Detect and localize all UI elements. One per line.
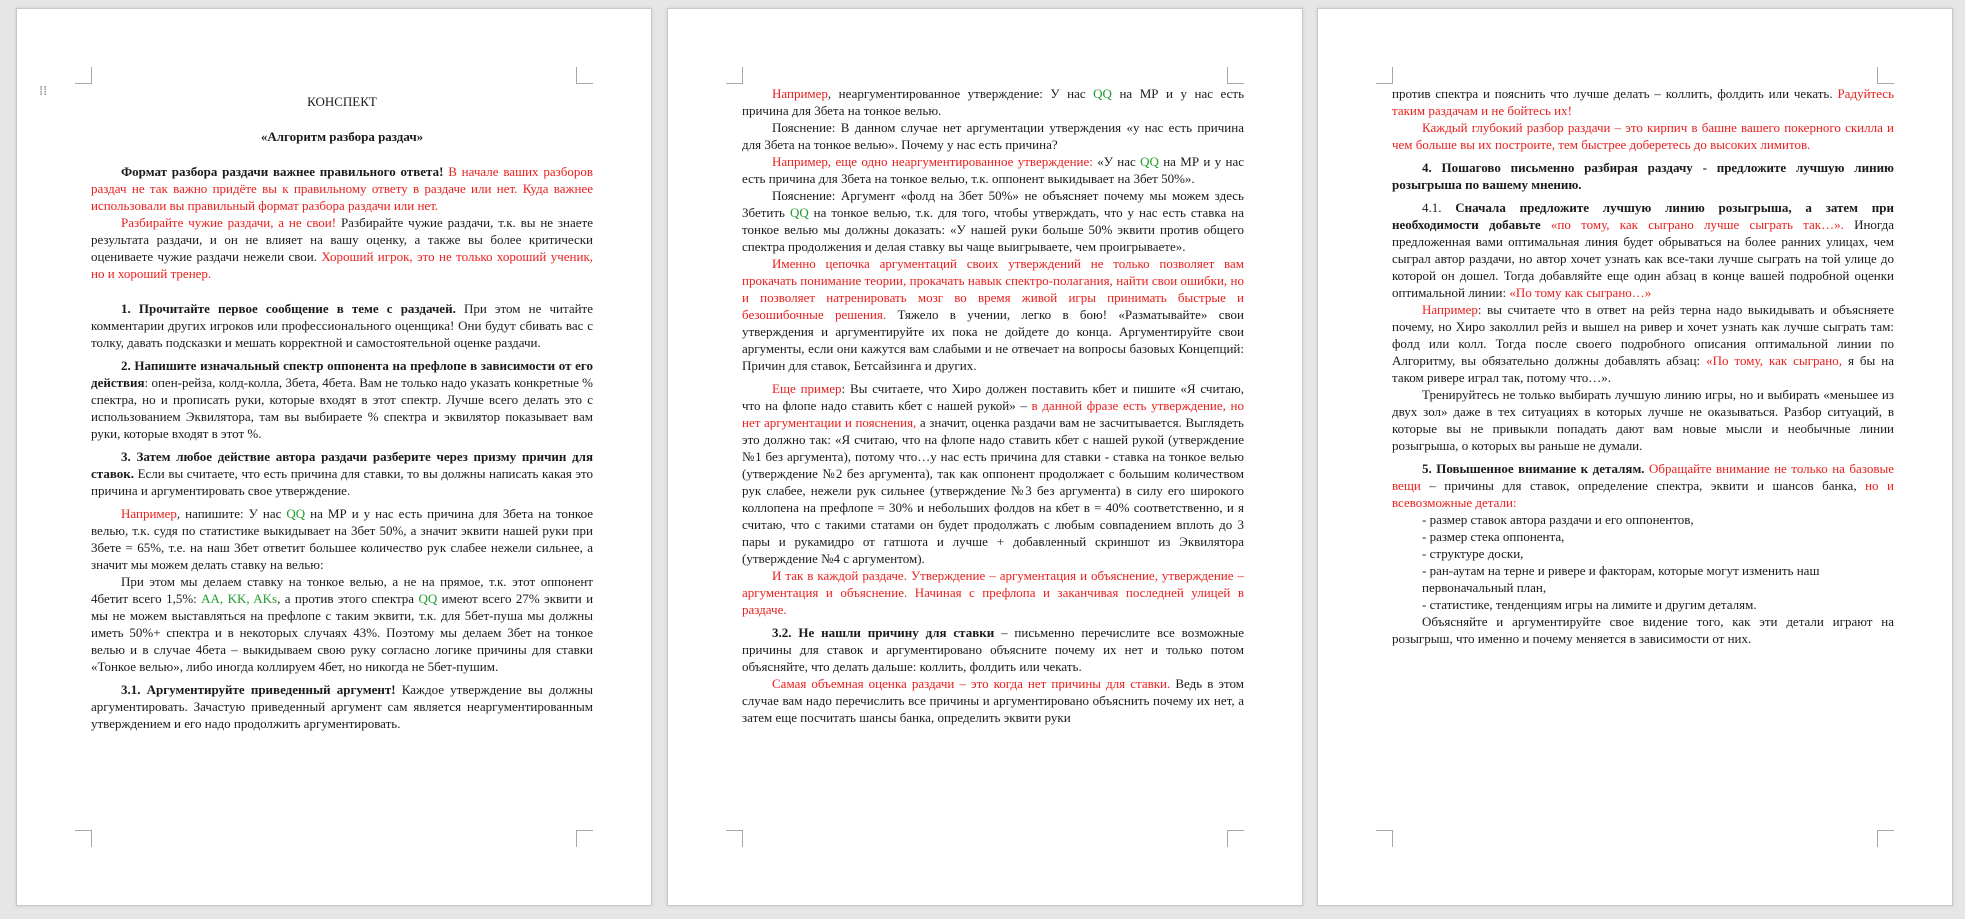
section-4: 4. Пошагово письменно разбирая раздачу - предложите лучшую линию розыгрыша по вашему мнению. — [1392, 160, 1894, 192]
section-2: 2. Напишите изначальный спектр оппонента на префлопе в зависимости от его действия: опен-рейза, колд-колла, 3бета, 4бета. Вам не только надо указать конкретные % спектра, но и прописать руки, которые входят в этот спектр. Лучше всего делать это с использованием Эквилятора, там вы выбираете % спектра и эквилятор показывает вам руки, которые входят в этот %. — [91, 358, 593, 441]
document-page-1 — [16, 8, 652, 906]
paragraph: Формат разбора раздачи важнее правильного ответа! В начале ваших разборов раздач не так важно придёте вы к правильному ответу в раздаче или нет. Куда важнее использовали вы правильный формат разбора раздачи или нет. — [91, 164, 593, 213]
paragraph: Тренируйтесь не только выбирать лучшую линию игры, но и выбирать «меньшее из двух зол» даже в тех ситуациях в которых лучше не оказываться. Разбор ситуаций, в которые вы не привыкли попадать дают вам новые мысли и необычные линии розыгрыша, о которых вы раньше не думали. — [1392, 387, 1894, 453]
example-paragraph: Еще пример: Вы считаете, что Хиро должен поставить кбет и пишите «Я считаю, что на флопе надо ставить кбет с нашей рукой» – в данной фразе есть утверждение, но нет аргументации и пояснения, а значит, оценка раздачи вам не засчитывается. Выглядеть это должно так: «Я считаю, что на флопе надо ставить кбет с нашей рукой (утверждение №1 без аргумента), потому что…у нас есть причина для ставки - ставка на тонкое велью (утверждение №2 без аргумента), так как оппонент продолжает с большим количеством рук слабее, нежели рук сильнее (утверждение №3 без аргумента) в силу его широкого коллопена на префлопе = 30% и небольших фолдов на кбет в = 40% соответственно, и я считаю, что с такими статами он будет продолжать с любым совпадением вплоть до 3 пары и рукамидро от гатшота и лучше + добавленный скриншот из Эквилятора (утверждение №4 с аргументом). — [742, 381, 1244, 566]
margin-corner-mark — [726, 67, 743, 84]
list-item: - размер ставок автора раздачи и его оппонентов, — [1422, 512, 1694, 527]
margin-corner-mark — [75, 830, 92, 847]
paragraph: Самая объемная оценка раздачи – это когда нет причины для ставки. Ведь в этом случае вам надо перечислить все причины и аргументировано объяснить почему их нет, а затем еще посчитать шансы банка, определить эквити руки — [742, 676, 1244, 725]
section-3-2: 3.2. Не нашли причину для ставки – письменно перечислите все возможные причины для ставок и аргументировано объясните почему их нет и только потом объясняйте, что делать дальше: коллить, фолдить или чекать. — [742, 625, 1244, 674]
margin-corner-mark — [75, 67, 92, 84]
paragraph: Именно цепочка аргументаций своих утверждений не только позволяет вам прокачать понимание теории, прокачать навык спектро-полагания, найти свои ошибки, но и позволяет натренировать мозг во время живой игры принимать быстрые и безошибочные решения. Тяжело в учении, легко в бою! «Разматывайте» свои утверждения и аргументируйте их пока не дойдете до конца. Аргументируйте свои аргументы, если они кажутся вам слабыми и не отвечает на вопросы базовых Концепций: Причин для ставок, Бетсайзинга и других. — [742, 256, 1244, 373]
list-item: - статистике, тенденциям игры на лимите и другим деталям. — [1422, 597, 1757, 612]
section-3-1: 3.1. Аргументируйте приведенный аргумент! Каждое утверждение вы должны аргументировать. Зачастую приведенный аргумент сам является неаргументированным утверждением и его надо продолжить аргументировать. — [91, 682, 593, 731]
margin-corner-mark — [1227, 830, 1244, 847]
list-item: - размер стека оппонента, — [1422, 529, 1565, 544]
section-4-1: 4.1. Сначала предложите лучшую линию розыгрыша, а затем при необходимости добавьте «по тому, как сыграно лучше сыграть так…». Иногда предложенная вами оптимальная линия будет обрываться на более ранних улицах, чем сыграл автор раздачи, но автор хочет узнать как все-таки лучше сыграть на той улице до которой он дошел. Тогда добавляйте еще один абзац в конце вашей подробной оценки оптимальной линии: «По тому как сыграно…» — [1392, 200, 1894, 300]
paragraph: против спектра и пояснить что лучше делать – коллить, фолдить или чекать. Радуйтесь таким раздачам и не бойтесь их! — [1392, 86, 1894, 118]
margin-corner-mark — [576, 67, 593, 84]
example-paragraph: Например, еще одно неаргументированное утверждение: «У нас QQ на МР и у нас есть причина для 3бета на тонкое велью, т.к. оппонент выкидывает на 3бет 50%». — [742, 154, 1244, 186]
list-item: - ран-аутам на терне и ривере и факторам, которые могут изменить наш первоначальный план, — [1422, 563, 1820, 595]
paragraph: Разбирайте чужие раздачи, а не свои! Разбирайте чужие раздачи, т.к. вы не знаете результата раздачи, и он не влияет на вашу оценку, а также вы более критически оцениваете чужие раздачи нежели свои. Хороший игрок, это не только хороший ученик, но и хороший тренер. — [91, 215, 594, 281]
move-handle-icon[interactable]: ⁞⁞ — [39, 84, 48, 99]
section-1: 1. Прочитайте первое сообщение в теме с раздачей. При этом не читайте комментарии других игроков или профессионального оценщика! Они будут сбивать вас с толку, давать подсказки и мешать корректной и самостоятельной оценке раздачи. — [91, 301, 593, 350]
margin-corner-mark — [1376, 830, 1393, 847]
margin-corner-mark — [576, 830, 593, 847]
paragraph: При этом мы делаем ставку на тонкое велью, а не на прямое, т.к. этот оппонент 4бетит всего 1,5%: AA, KK, AKs, а против этого спектра QQ имеют всего 27% эквити и мы не можем выставляться на префлопе с таким эквити, т.к. для 5бет-пуша мы должны иметь 50%+ спектра и в некоторых случаях 43%. Поэтому мы делаем 3бет на тонкое велью и в случае 4бета – выкидываем свою руку согласно логике причины для ставки «Тонкое велью», либо иногда коллируем 4бет, но никогда не 5бет-пушим. — [91, 574, 594, 674]
page-2-text — [742, 85, 1244, 726]
margin-corner-mark — [1877, 830, 1894, 847]
margin-corner-mark — [726, 830, 743, 847]
example-paragraph: Например, неаргументированное утверждение: У нас QQ на МР и у нас есть причина для 3бета на тонкое велью. — [742, 86, 1244, 118]
paragraph: Пояснение: В данном случае нет аргументации утверждения «у нас есть причина для 3бета на тонкое велью». Почему у нас есть причина? — [742, 120, 1244, 152]
document-page-2 — [667, 8, 1303, 906]
paragraph: Пояснение: Аргумент «фолд на 3бет 50%» не объясняет почему мы можем здесь 3бетить QQ на тонкое велью, т.к. для того, чтобы утверждать, что у нас есть ставка на тонкое велью мы должны доказать: «У нашей руки больше 50% эквити против общего спектра продолжения и делая ставку вы чаще выигрываете, чем проигрываете». — [742, 188, 1245, 254]
document-page-3 — [1317, 8, 1953, 906]
section-3: 3. Затем любое действие автора раздачи разберите через призму причин для ставок. Если вы считаете, что есть причина для ставки, то вы должны написать какая это причина и аргументировать свое утверждение. — [91, 449, 593, 498]
page-3-text — [1392, 85, 1894, 647]
paragraph: Каждый глубокий разбор раздачи – это кирпич в башне вашего покерного скилла и чем больше вы их построите, тем быстрее доберетесь до высоких лимитов. — [1392, 120, 1894, 152]
margin-corner-mark — [1877, 67, 1894, 84]
list-item: - структуре доски, — [1422, 546, 1524, 561]
paragraph: Объясняйте и аргументируйте свое видение того, как эти детали играют на розыгрыш, что именно и почему меняется в зависимости от них. — [1392, 614, 1894, 646]
section-5: 5. Повышенное внимание к деталям. Обращайте внимание не только на базовые вещи – причины для ставок, определение спектра, эквити и шансов банка, но и всевозможные детали: — [1392, 461, 1894, 510]
margin-corner-mark — [1227, 67, 1244, 84]
example-paragraph: Например, напишите: У нас QQ на МР и у нас есть причина для 3бета на тонкое велью, т.к. судя по статистике выкидывает на 3бет 50%, а значит эквити нашей руки при 3бете = 65%, т.е. на наш 3бет ответит большее количество рук слабее нежели сильнее, а значит мы можем делать ставку на велью: — [91, 506, 594, 572]
page-title: КОНСПЕКТ — [307, 94, 377, 109]
paragraph: И так в каждой раздаче. Утверждение – аргументация и объяснение, утверждение – аргументация и объяснение. Начиная с префлопа и заканчивая последней улицей в раздаче. — [742, 568, 1244, 617]
page-1-text — [91, 93, 593, 732]
page-subtitle: «Алгоритм разбора раздач» — [260, 129, 424, 144]
example-paragraph: Например: вы считаете что в ответ на рейз терна надо выкидывать и объясняете почему, но Хиро заколлил рейз и вышел на ривер и хочет узнать как лучше сыграть там: фолд или колл. Тогда после своего подробного описания оптимальной линии по Алгоритму, вы обязательно должны добавлять абзац: «По тому, как сыграно, я бы на таком ривере играл так, потому что…». — [1392, 302, 1894, 385]
margin-corner-mark — [1376, 67, 1393, 84]
